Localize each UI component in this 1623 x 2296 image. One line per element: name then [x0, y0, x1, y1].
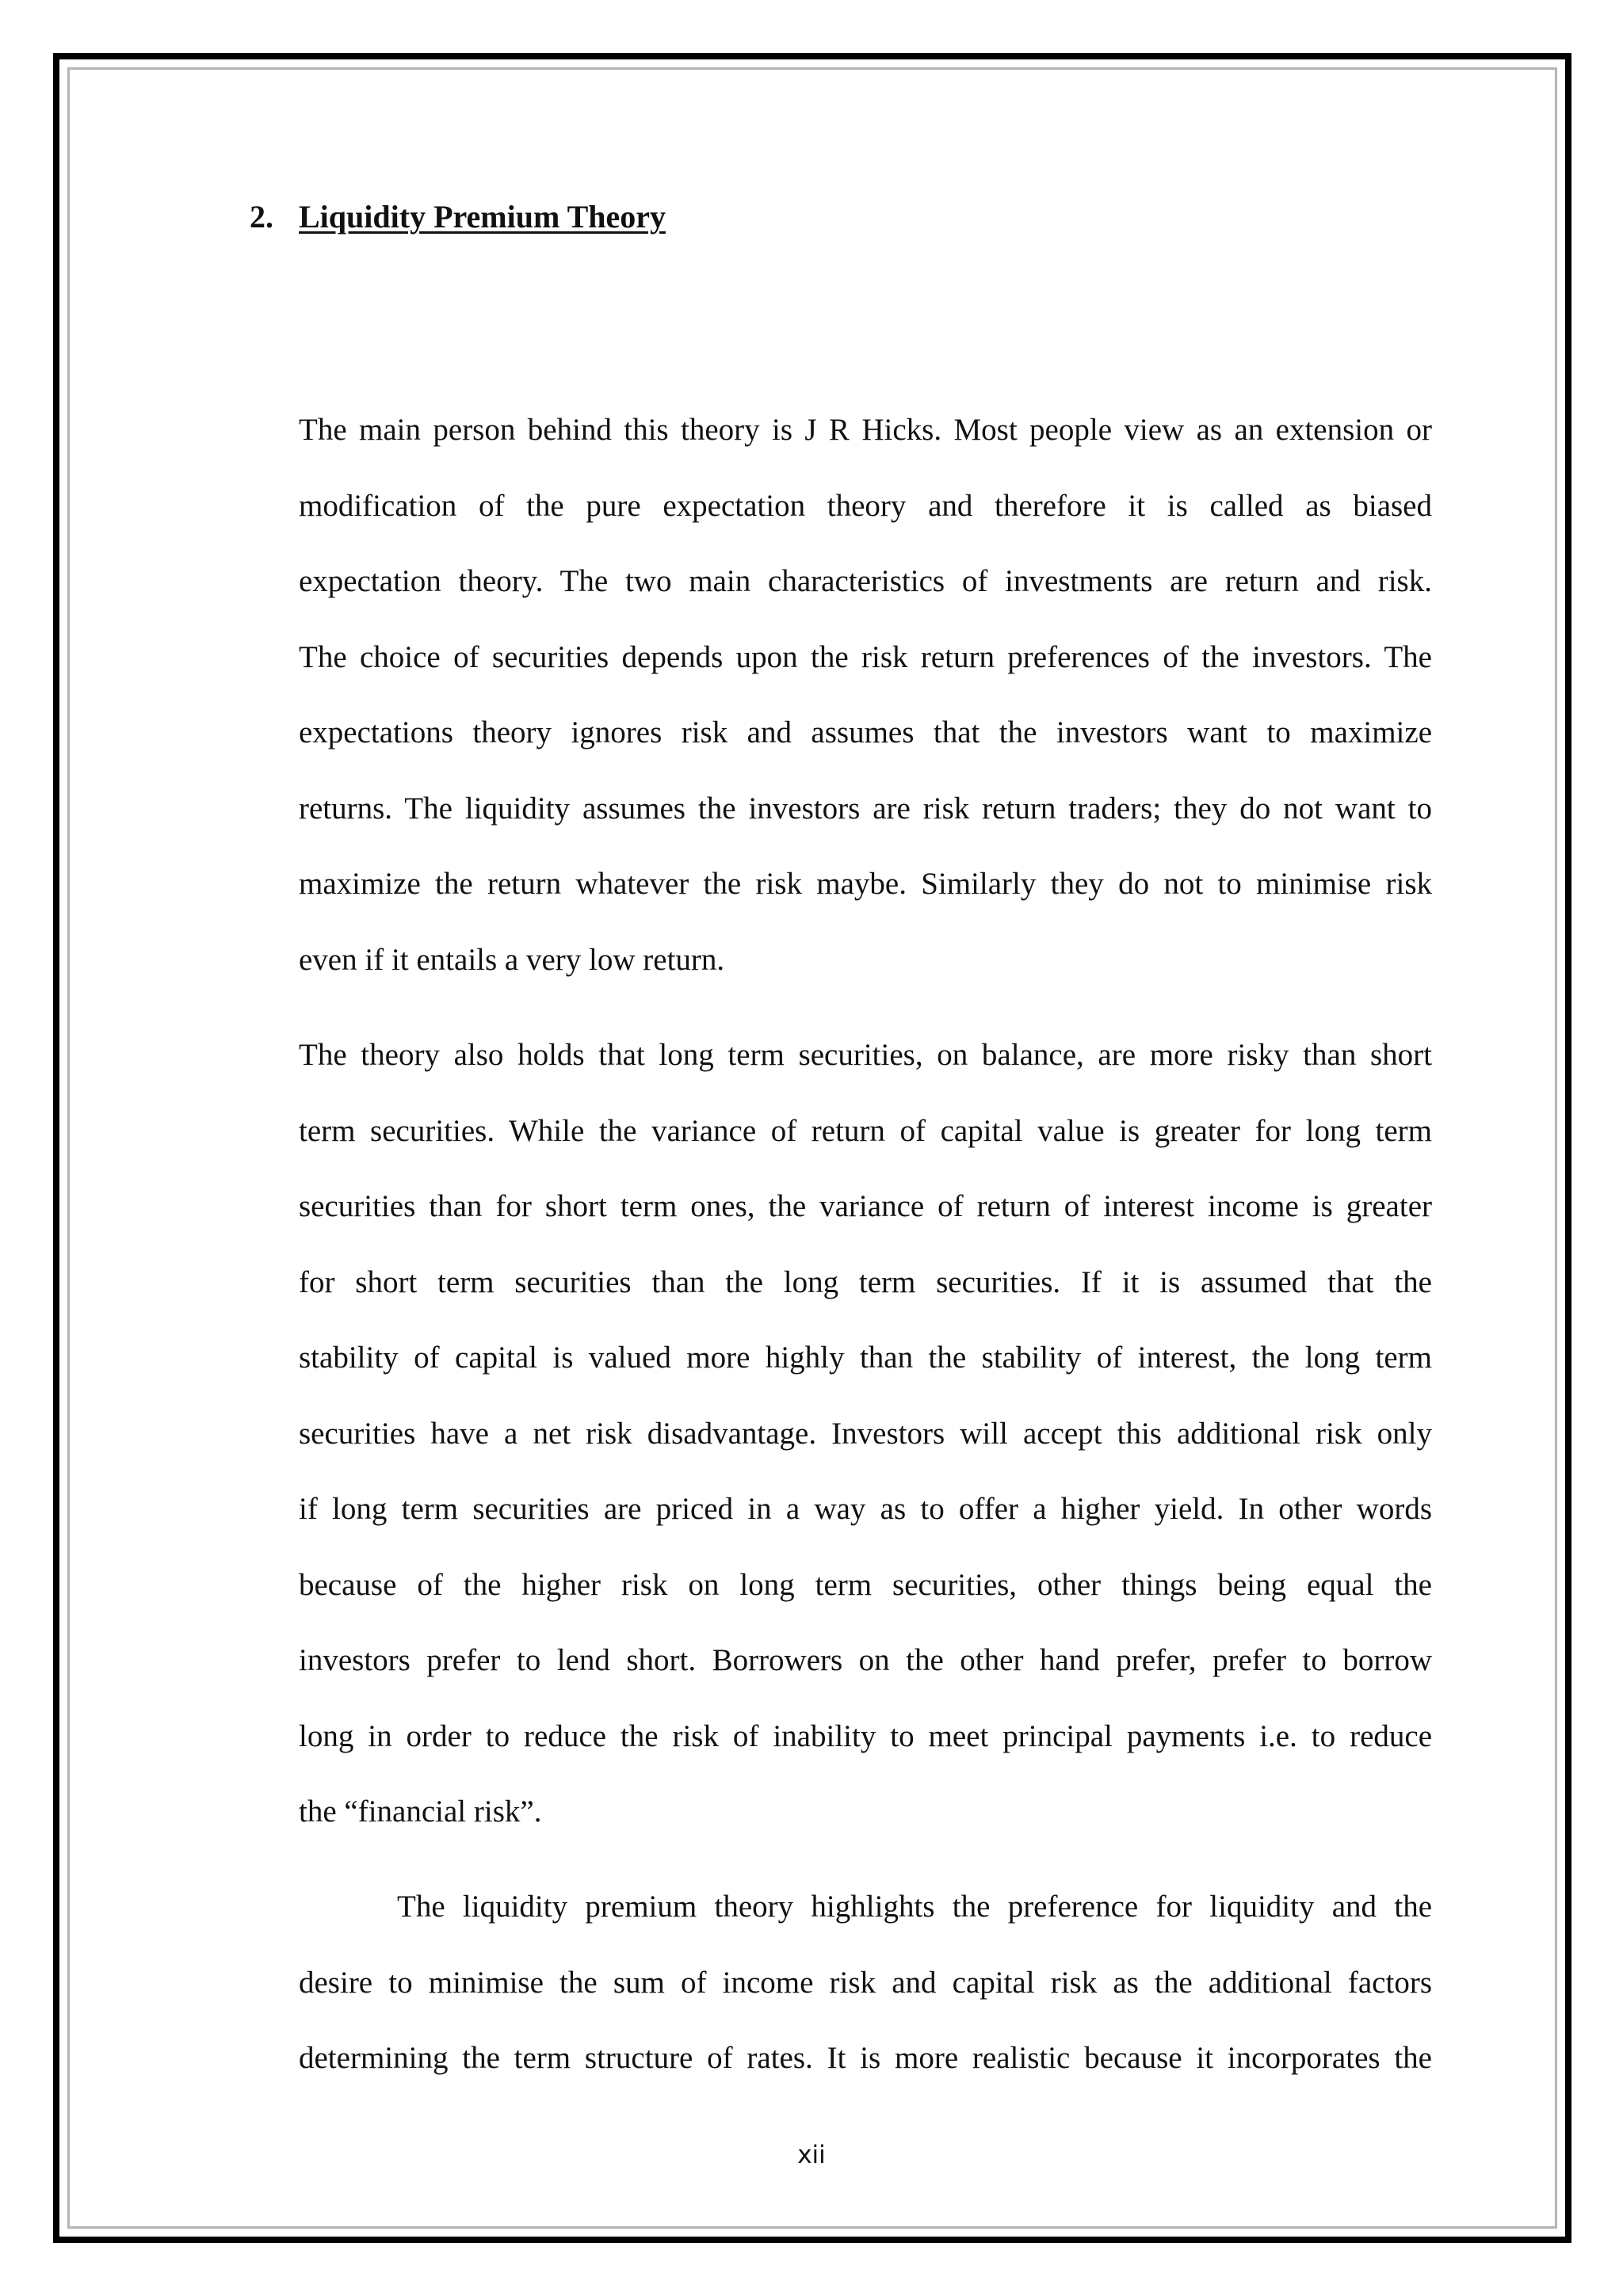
text-line: the “financial risk”. [299, 1794, 542, 1829]
text-line: The liquidity premium theory highlights the preference for liquidity and the [397, 1890, 1432, 1924]
text-line: stability of capital is valued more highly than the stability of interest, the long term [299, 1341, 1432, 1375]
text-line: The main person behind this theory is J R Hicks. Most people view as an extension or [299, 413, 1432, 447]
text-line: expectations theory ignores risk and assumes that the investors want to maximize [299, 715, 1432, 749]
section-number: 2. [250, 199, 273, 235]
text-line: maximize the return whatever the risk maybe. Similarly they do not to minimise risk [299, 867, 1432, 901]
text-line: The choice of securities depends upon the risk return preferences of the investors. The [299, 639, 1432, 674]
text-line: long in order to reduce the risk of inability to meet principal payments i.e. to reduce [299, 1718, 1432, 1753]
page-number: xii [797, 2141, 826, 2169]
text-line: desire to minimise the sum of income risk and capital risk as the additional factors [299, 1965, 1432, 2000]
paragraph-2 [299, 1017, 1432, 1850]
text-line: even if it entails a very low return. [299, 942, 725, 977]
text-line: investors prefer to lend short. Borrowers on the other hand prefer, prefer to borrow [299, 1643, 1432, 1677]
text-line: securities have a net risk disadvantage. Investors will accept this additional risk only [299, 1416, 1432, 1451]
section-heading [250, 198, 666, 236]
text-line: determining the term structure of rates. It is more realistic because it incorporates the [299, 2041, 1432, 2075]
text-line: term securities. While the variance of return of capital value is greater for long term [299, 1113, 1432, 1148]
text-line: returns. The liquidity assumes the investors are risk return traders; they do not want to [299, 791, 1432, 826]
paragraph-1 [299, 392, 1432, 997]
paragraph-3 [299, 1869, 1432, 2096]
text-line: because of the higher risk on long term securities, other things being equal the [299, 1567, 1432, 1602]
section-title: Liquidity Premium Theory [299, 199, 666, 235]
text-line: expectation theory. The two main characteristics of investments are return and risk. [299, 564, 1432, 598]
text-line: The theory also holds that long term securities, on balance, are more risky than short [299, 1038, 1432, 1072]
text-line: securities than for short term ones, the variance of return of interest income is greater [299, 1189, 1432, 1223]
text-line: for short term securities than the long term securities. If it is assumed that the [299, 1264, 1432, 1299]
text-line: modification of the pure expectation theory and therefore it is called as biased [299, 488, 1432, 523]
text-line: if long term securities are priced in a way as to offer a higher yield. In other words [299, 1492, 1432, 1526]
